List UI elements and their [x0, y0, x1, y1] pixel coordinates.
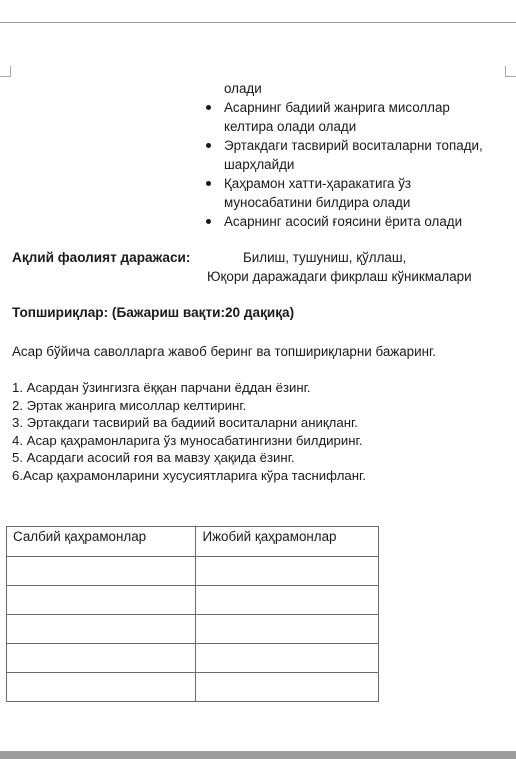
objective-line: Қаҳрамон хатти-ҳаракатига ўз [224, 176, 412, 191]
table-cell[interactable] [7, 644, 196, 673]
table-cell[interactable] [7, 557, 196, 586]
task-item: 4. Асар қаҳрамонларига ўз муносабатингизни билдиринг. [12, 432, 363, 448]
skills-value-line-1: Билиш, тушуниш, қўллаш, [243, 250, 407, 265]
table-cell[interactable] [7, 615, 196, 644]
table-cell[interactable] [7, 586, 196, 615]
page-top-border [0, 22, 516, 23]
task-list [12, 379, 366, 485]
table-cell[interactable] [196, 557, 379, 586]
task-item: 3. Эртакдаги тасвирий ва бадиий воситаларни аниқланг. [12, 415, 358, 431]
objective-line: олади [224, 81, 262, 96]
task-item: 2. Эртак жанрига мисоллар келтиринг. [12, 397, 247, 413]
table-row [7, 586, 379, 615]
objective-item [204, 174, 509, 212]
table-row [7, 557, 379, 586]
table-cell[interactable] [196, 615, 379, 644]
table-cell[interactable] [196, 673, 379, 702]
objective-line: муносабатини билдира олади [224, 195, 411, 210]
objective-continuation [204, 79, 509, 98]
task-item: 5. Асардаги асосий ғоя ва мавзу ҳақида ёзинг. [12, 450, 295, 466]
table-row [7, 615, 379, 644]
tasks-heading: Топшириқлар: (Бажариш вақти:20 дақиқа) [12, 305, 295, 320]
objective-item [204, 136, 509, 174]
objectives-list [204, 79, 509, 231]
table-cell[interactable] [196, 644, 379, 673]
table-header-row [7, 527, 379, 557]
objective-line: Эртакдаги тасвирий воситаларни топади, [224, 138, 483, 153]
heroes-table [6, 526, 379, 702]
skills-value-line-2: Юқори даражадаги фикрлаш кўникмалари [207, 269, 472, 284]
instruction-text: Асар бўйича саволларга жавоб беринг ва топшириқларни бажаринг. [12, 344, 436, 359]
page-bottom-bar [0, 751, 516, 759]
margin-corner-mark-right [505, 66, 516, 77]
table-cell[interactable] [196, 586, 379, 615]
margin-corner-mark-left [0, 66, 11, 77]
task-item: 6.Асар қаҳрамонларини хусусиятларига кўра таснифланг. [12, 467, 366, 483]
table-row [7, 644, 379, 673]
objective-line: шарҳлайди [224, 157, 295, 172]
table-cell[interactable] [7, 673, 196, 702]
column-header-negative: Салбий қаҳрамонлар [7, 527, 196, 557]
objective-line: Асарнинг бадиий жанрига мисоллар [224, 100, 450, 115]
task-item: 1. Асардан ўзингизга ёққан парчани ёддан ёзинг. [12, 380, 311, 395]
skills-label: Ақлий фаолият даражаси: [12, 250, 191, 265]
table-row [7, 673, 379, 702]
objective-line: келтира олади олади [224, 119, 357, 134]
objective-line: Асарнинг асосий ғоясини ёрита олади [224, 214, 463, 229]
objective-item [204, 212, 509, 231]
column-header-positive: Ижобий қаҳрамонлар [196, 527, 379, 557]
objective-item [204, 98, 509, 136]
